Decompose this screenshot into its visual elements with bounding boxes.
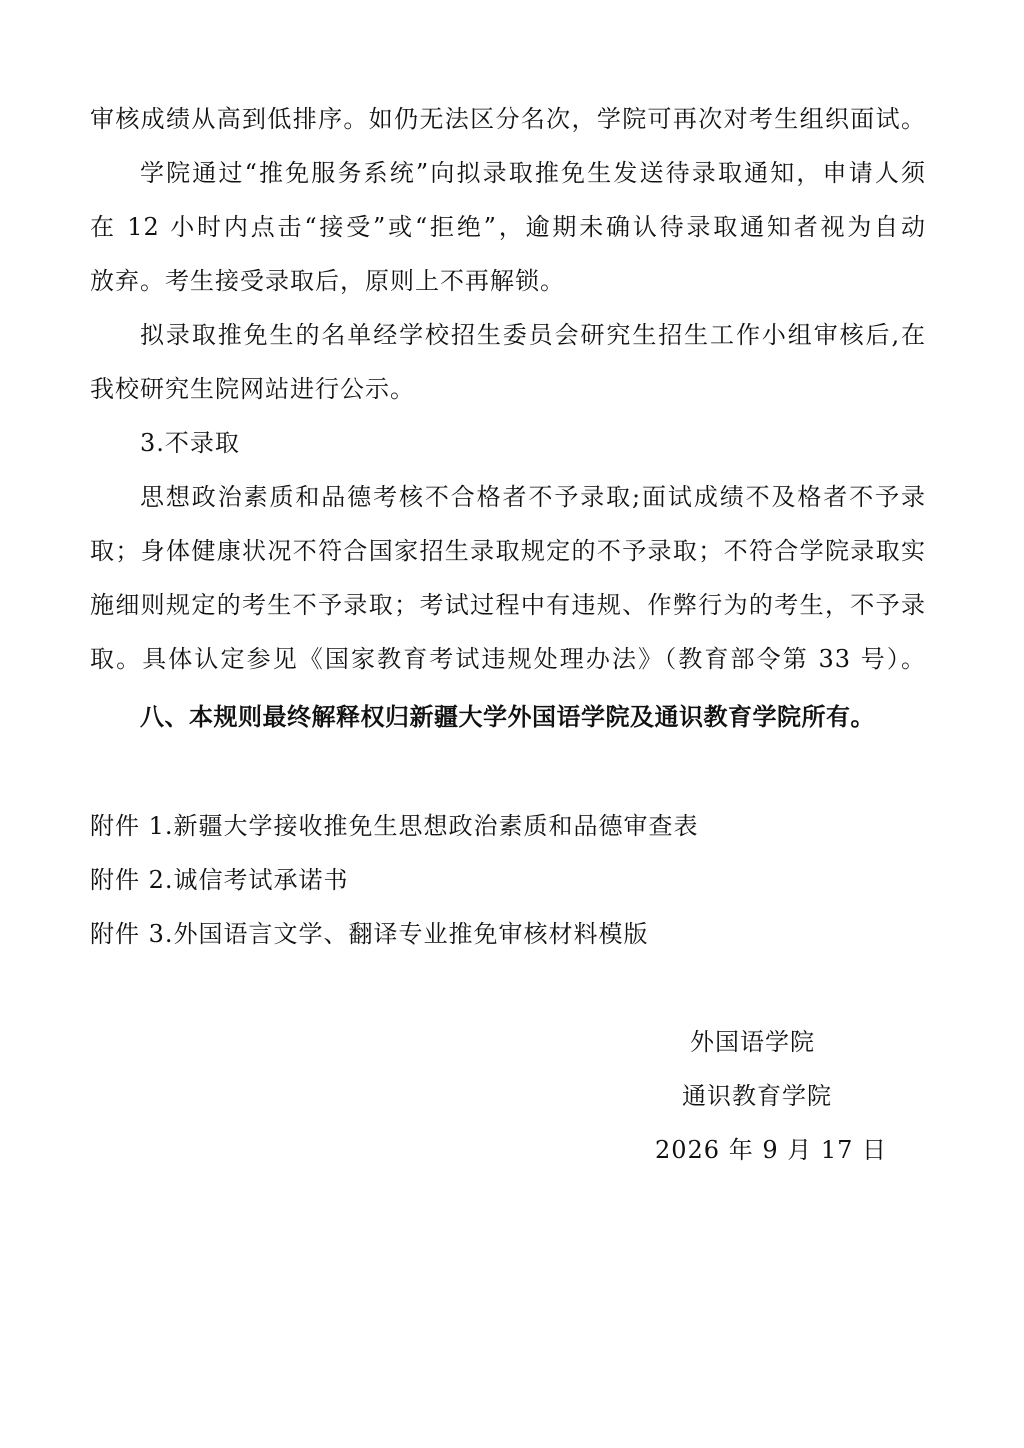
- signature-org: 通识教育学院: [682, 1082, 832, 1110]
- signature-org: 外国语学院: [690, 1028, 815, 1056]
- paragraph-line: 取。具体认定参见《国家教育考试违规处理办法》（教育部令第 33 号）。: [90, 645, 926, 673]
- signature-date: 2026 年 9 月 17 日: [655, 1136, 888, 1164]
- paragraph-line: 思想政治素质和品德考核不合格者不予录取;面试成绩不及格者不予录: [140, 483, 926, 511]
- section-title: 3.不录取: [140, 429, 240, 457]
- attachment-item: 附件 3.外国语言文学、翻译专业推免审核材料模版: [90, 920, 649, 948]
- paragraph-line: 取；身体健康状况不符合国家招生录取规定的不予录取；不符合学院录取实: [90, 537, 926, 565]
- article-heading: 八、本规则最终解释权归新疆大学外国语学院及通识教育学院所有。: [140, 703, 875, 731]
- paragraph-line: 在 12 小时内点击“接受”或“拒绝”，逾期未确认待录取通知者视为自动: [90, 213, 926, 241]
- paragraph-line: 放弃。考生接受录取后，原则上不再解锁。: [90, 267, 565, 295]
- paragraph-line: 我校研究生院网站进行公示。: [90, 375, 415, 403]
- paragraph-line: 拟录取推免生的名单经学校招生委员会研究生招生工作小组审核后,在: [140, 321, 926, 349]
- paragraph-line: 审核成绩从高到低排序。如仍无法区分名次，学院可再次对考生组织面试。: [90, 105, 926, 133]
- attachment-item: 附件 2.诚信考试承诺书: [90, 866, 349, 894]
- attachment-item: 附件 1.新疆大学接收推免生思想政治素质和品德审查表: [90, 812, 699, 840]
- paragraph-line: 施细则规定的考生不予录取；考试过程中有违规、作弊行为的考生，不予录: [90, 591, 926, 619]
- paragraph-line: 学院通过“推免服务系统”向拟录取推免生发送待录取通知，申请人须: [140, 159, 926, 187]
